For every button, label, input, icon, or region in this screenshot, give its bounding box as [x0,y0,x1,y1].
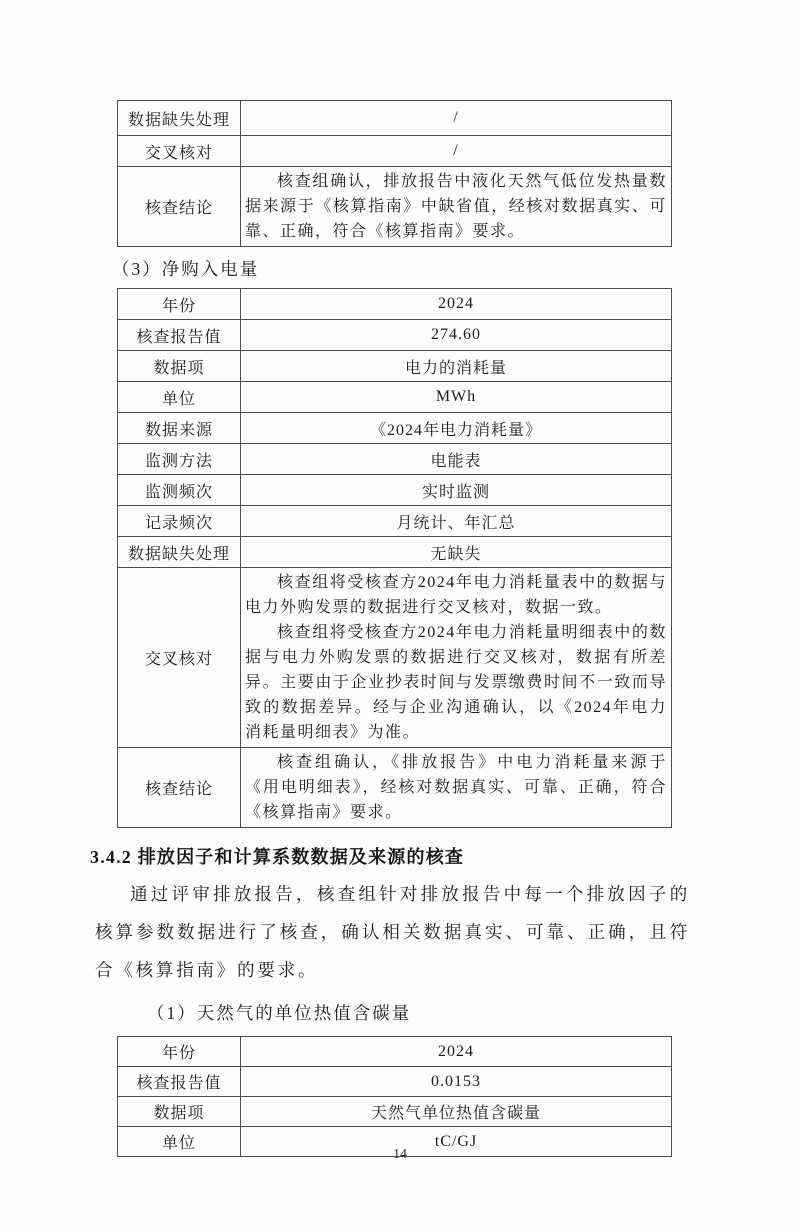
table-row [118,1097,672,1127]
row-value-verified-value: 0.0153 [241,1067,672,1097]
row-label-year: 年份 [118,1037,241,1067]
row-label-verified-value: 核查报告值 [118,320,241,351]
cross-check-paragraph-2: 核查组将受核查方2024年电力消耗量明细表中的数据与电力外购发票的数据进行交叉核对，数据有所差异。主要由于企业抄表时间与发票缴费时间不一致而导致的数据差异。经与企业沟通确认，以《2024年电力消耗量明细表》为准。 [245,624,667,741]
table-row [118,382,672,413]
section-heading-342 [90,843,800,869]
row-value-verified-value: 274.60 [241,320,672,351]
conclusion-text: 核查组确认，排放报告中液化天然气低位发热量数据来源于《核算指南》中缺省值，经核对数据真实、可靠、正确，符合《核算指南》要求。 [245,173,667,240]
row-label-cross-check: 交叉核对 [118,136,241,167]
row-value-data-item: 电力的消耗量 [241,351,672,382]
table-row [118,136,672,167]
table-row [118,475,672,506]
row-label-data-item: 数据项 [118,351,241,382]
table-row [118,506,672,537]
table-row [118,568,672,748]
row-value-data-source: 《2024年电力消耗量》 [241,413,672,444]
conclusion-text: 核查组确认，《排放报告》中电力消耗量来源于《用电明细表》，经核对数据真实、可靠、正确，符合《核算指南》要求。 [245,754,667,821]
table-lng-heating-value-continued [117,100,672,247]
row-value-unit: MWh [241,382,672,413]
row-label-monitoring-frequency: 监测频次 [118,475,241,506]
row-label-unit: 单位 [118,1127,241,1157]
row-label-cross-check: 交叉核对 [118,568,241,748]
row-value-year: 2024 [241,1037,672,1067]
row-label-missing-data: 数据缺失处理 [118,537,241,568]
row-value-conclusion [241,167,672,247]
row-value-unit: tC/GJ [241,1127,672,1157]
row-label-conclusion: 核查结论 [118,167,241,247]
row-value-monitoring-frequency: 实时监测 [241,475,672,506]
row-label-missing-data: 数据缺失处理 [118,101,241,136]
table-row [118,167,672,247]
row-value-cross-check: / [241,136,672,167]
table-row [118,537,672,568]
row-value-data-item: 天然气单位热值含碳量 [241,1097,672,1127]
row-label-data-item: 数据项 [118,1097,241,1127]
section-number: 3.4.2 [90,847,132,867]
document-page [0,100,800,1232]
table-row [118,748,672,828]
table-row [118,413,672,444]
table-row [118,351,672,382]
row-label-data-source: 数据来源 [118,413,241,444]
table-row [118,1067,672,1097]
table-row [118,101,672,136]
row-value-missing-data: / [241,101,672,136]
subheading-ng-carbon-content: （1）天然气的单位热值含碳量 [147,1003,412,1023]
row-label-conclusion: 核查结论 [118,748,241,828]
row-label-year: 年份 [118,289,241,320]
page-number: 14 [393,1147,407,1162]
row-value-missing-data: 无缺失 [241,537,672,568]
table-row [118,320,672,351]
subheading-net-purchased-electricity: （3）净购入电量 [112,259,260,279]
row-label-monitoring-method: 监测方法 [118,444,241,475]
section-342-paragraph: 通过评审排放报告，核查组针对排放报告中每一个排放因子的核算参数数据进行了核查，确认相关数据真实、可靠、正确，且符合《核算指南》的要求。 [95,884,690,980]
table-row [118,444,672,475]
table-ng-carbon-content [117,1036,672,1157]
row-value-year: 2024 [241,289,672,320]
row-value-conclusion [241,748,672,828]
cross-check-paragraph-1: 核查组将受核查方2024年电力消耗量表中的数据与电力外购发票的数据进行交叉核对，数据一致。 [245,574,667,616]
table-row [118,1037,672,1067]
row-label-record-frequency: 记录频次 [118,506,241,537]
table-row [118,289,672,320]
row-value-record-frequency: 月统计、年汇总 [241,506,672,537]
row-value-cross-check [241,568,672,748]
section-title: 排放因子和计算系数数据及来源的核查 [137,847,465,867]
row-value-monitoring-method: 电能表 [241,444,672,475]
row-label-unit: 单位 [118,382,241,413]
row-label-verified-value: 核查报告值 [118,1067,241,1097]
table-net-purchased-electricity [117,288,672,828]
